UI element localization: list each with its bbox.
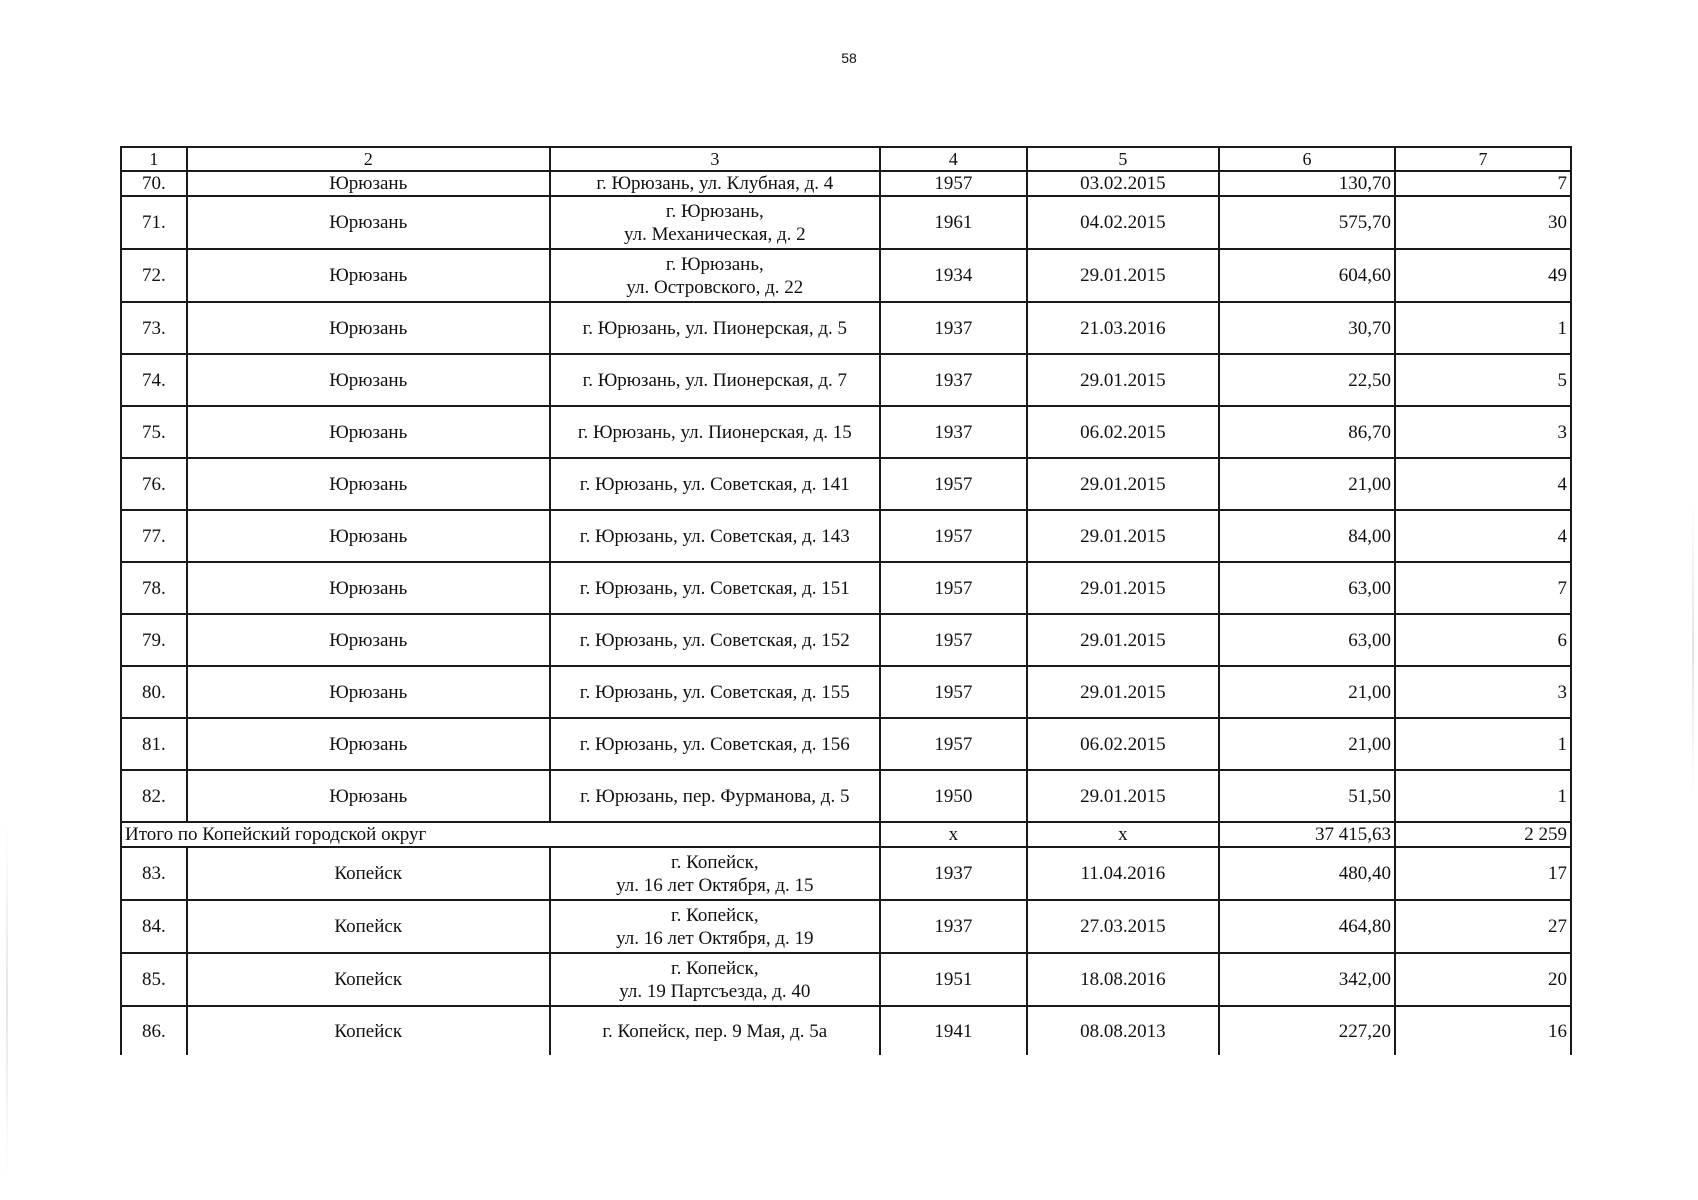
year-cell: 1951 (880, 953, 1027, 1006)
settlement-cell: Юрюзань (187, 718, 550, 770)
address-line: г. Юрюзань, ул. Советская, д. 156 (579, 733, 850, 755)
year-cell: 1957 (880, 510, 1027, 562)
table-row (121, 510, 1571, 562)
settlement-cell: Юрюзань (187, 510, 550, 562)
address-cell (550, 302, 880, 354)
table-row (121, 614, 1571, 666)
settlement-cell: Юрюзань (187, 196, 550, 249)
table-row (121, 1006, 1571, 1055)
area-cell: 22,50 (1219, 354, 1395, 406)
settlement-cell: Копейск (187, 900, 550, 953)
date-cell: 18.08.2016 (1027, 953, 1219, 1006)
settlement-cell: Юрюзань (187, 458, 550, 510)
address-line: г. Копейск, пер. 9 Мая, д. 5а (602, 1020, 828, 1042)
area-cell: 342,00 (1219, 953, 1395, 1006)
address-line: г. Юрюзань, (665, 253, 764, 275)
row-number: 86. (121, 1006, 187, 1055)
address-cell (550, 953, 880, 1006)
address-line: г. Копейск, (671, 904, 759, 926)
subtotal-area: 37 415,63 (1219, 822, 1395, 847)
residents-cell: 20 (1395, 953, 1571, 1006)
address-line: г. Юрюзань, ул. Пионерская, д. 15 (577, 421, 852, 443)
residents-cell: 27 (1395, 900, 1571, 953)
residents-cell: 1 (1395, 302, 1571, 354)
address-cell (550, 666, 880, 718)
subtotal-label: Итого по Копейский городской округ (121, 822, 880, 847)
column-number: 2 (187, 147, 550, 171)
column-number-row (121, 147, 1571, 171)
year-cell: 1950 (880, 770, 1027, 822)
date-cell: 29.01.2015 (1027, 510, 1219, 562)
date-cell: 04.02.2015 (1027, 196, 1219, 249)
area-cell: 604,60 (1219, 249, 1395, 302)
address-line: г. Юрюзань, ул. Клубная, д. 4 (596, 173, 834, 194)
area-cell: 30,70 (1219, 302, 1395, 354)
address-line: ул. Островского, д. 22 (626, 276, 804, 298)
residents-cell: 1 (1395, 770, 1571, 822)
row-number: 76. (121, 458, 187, 510)
date-cell: 29.01.2015 (1027, 770, 1219, 822)
row-number: 83. (121, 847, 187, 900)
area-cell: 84,00 (1219, 510, 1395, 562)
date-cell: 21.03.2016 (1027, 302, 1219, 354)
year-cell: 1957 (880, 666, 1027, 718)
table-row (121, 770, 1571, 822)
scan-edge-mark (1692, 500, 1694, 800)
year-cell: 1937 (880, 406, 1027, 458)
table-row (121, 196, 1571, 249)
address-line: ул. Механическая, д. 2 (623, 223, 806, 245)
address-line: г. Юрюзань, ул. Советская, д. 143 (579, 525, 850, 547)
date-cell: 29.01.2015 (1027, 249, 1219, 302)
row-number: 71. (121, 196, 187, 249)
settlement-cell: Юрюзань (187, 302, 550, 354)
settlement-cell: Юрюзань (187, 249, 550, 302)
year-cell: 1937 (880, 847, 1027, 900)
row-number: 78. (121, 562, 187, 614)
address-cell (550, 171, 880, 196)
table-row (121, 666, 1571, 718)
date-cell: 03.02.2015 (1027, 171, 1219, 196)
area-cell: 86,70 (1219, 406, 1395, 458)
area-cell: 63,00 (1219, 614, 1395, 666)
column-number: 4 (880, 147, 1027, 171)
date-cell: 11.04.2016 (1027, 847, 1219, 900)
settlement-cell: Копейск (187, 847, 550, 900)
row-number: 80. (121, 666, 187, 718)
address-line: ул. 16 лет Октября, д. 19 (616, 927, 814, 949)
date-cell: 29.01.2015 (1027, 614, 1219, 666)
column-number: 3 (550, 147, 880, 171)
residents-cell: 5 (1395, 354, 1571, 406)
address-cell (550, 354, 880, 406)
row-number: 75. (121, 406, 187, 458)
address-line: г. Юрюзань, (665, 200, 764, 222)
settlement-cell: Юрюзань (187, 354, 550, 406)
settlement-cell: Копейск (187, 953, 550, 1006)
address-cell (550, 847, 880, 900)
table-row (121, 458, 1571, 510)
residents-cell: 1 (1395, 718, 1571, 770)
page-number: 58 (841, 50, 857, 66)
address-cell (550, 900, 880, 953)
address-line: г. Копейск, (671, 851, 759, 873)
year-cell: 1937 (880, 354, 1027, 406)
row-number: 81. (121, 718, 187, 770)
residents-cell: 7 (1395, 171, 1571, 196)
address-cell (550, 458, 880, 510)
settlement-cell: Юрюзань (187, 562, 550, 614)
area-cell: 480,40 (1219, 847, 1395, 900)
year-cell: 1934 (880, 249, 1027, 302)
table-row (121, 847, 1571, 900)
settlement-cell: Юрюзань (187, 666, 550, 718)
year-cell: 1957 (880, 562, 1027, 614)
row-number: 85. (121, 953, 187, 1006)
address-line: г. Юрюзань, ул. Советская, д. 141 (579, 473, 850, 495)
subtotal-date: х (1027, 822, 1219, 847)
subtotal-row (121, 822, 1571, 847)
date-cell: 29.01.2015 (1027, 562, 1219, 614)
area-cell: 63,00 (1219, 562, 1395, 614)
table-row (121, 900, 1571, 953)
date-cell: 06.02.2015 (1027, 718, 1219, 770)
address-cell (550, 718, 880, 770)
residents-cell: 7 (1395, 562, 1571, 614)
address-cell (550, 1006, 880, 1055)
residents-cell: 3 (1395, 666, 1571, 718)
address-line: г. Юрюзань, ул. Советская, д. 151 (579, 577, 850, 599)
date-cell: 29.01.2015 (1027, 458, 1219, 510)
address-line: г. Юрюзань, ул. Пионерская, д. 7 (582, 369, 848, 391)
date-cell: 29.01.2015 (1027, 666, 1219, 718)
address-cell (550, 562, 880, 614)
row-number: 70. (121, 171, 187, 196)
settlement-cell: Юрюзань (187, 770, 550, 822)
row-number: 73. (121, 302, 187, 354)
settlement-cell: Юрюзань (187, 171, 550, 196)
year-cell: 1957 (880, 171, 1027, 196)
residents-cell: 30 (1395, 196, 1571, 249)
year-cell: 1937 (880, 900, 1027, 953)
row-number: 82. (121, 770, 187, 822)
date-cell: 06.02.2015 (1027, 406, 1219, 458)
column-number: 6 (1219, 147, 1395, 171)
address-cell (550, 196, 880, 249)
scan-edge-mark (6, 820, 8, 1180)
year-cell: 1961 (880, 196, 1027, 249)
address-line: г. Юрюзань, ул. Пионерская, д. 5 (582, 317, 848, 339)
row-number: 72. (121, 249, 187, 302)
address-cell (550, 614, 880, 666)
subtotal-residents: 2 259 (1395, 822, 1571, 847)
column-number: 5 (1027, 147, 1219, 171)
address-line: г. Копейск, (671, 957, 759, 979)
area-cell: 21,00 (1219, 666, 1395, 718)
settlement-cell: Юрюзань (187, 406, 550, 458)
area-cell: 464,80 (1219, 900, 1395, 953)
row-number: 84. (121, 900, 187, 953)
settlement-cell: Юрюзань (187, 614, 550, 666)
residents-cell: 6 (1395, 614, 1571, 666)
area-cell: 21,00 (1219, 458, 1395, 510)
residents-cell: 49 (1395, 249, 1571, 302)
residents-cell: 3 (1395, 406, 1571, 458)
year-cell: 1957 (880, 458, 1027, 510)
column-number: 7 (1395, 147, 1571, 171)
subtotal-year: х (880, 822, 1027, 847)
date-cell: 08.08.2013 (1027, 1006, 1219, 1055)
row-number: 79. (121, 614, 187, 666)
row-number: 77. (121, 510, 187, 562)
address-line: г. Юрюзань, ул. Советская, д. 152 (579, 629, 850, 651)
settlement-cell: Копейск (187, 1006, 550, 1055)
address-cell (550, 510, 880, 562)
year-cell: 1941 (880, 1006, 1027, 1055)
date-cell: 27.03.2015 (1027, 900, 1219, 953)
address-cell (550, 249, 880, 302)
residents-cell: 17 (1395, 847, 1571, 900)
area-cell: 227,20 (1219, 1006, 1395, 1055)
year-cell: 1957 (880, 614, 1027, 666)
table-row (121, 354, 1571, 406)
address-line: ул. 19 Партсъезда, д. 40 (619, 980, 811, 1002)
address-line: г. Юрюзань, пер. Фурманова, д. 5 (580, 785, 850, 807)
residents-cell: 4 (1395, 458, 1571, 510)
table-row (121, 718, 1571, 770)
housing-register-table (120, 146, 1572, 1055)
address-cell (550, 406, 880, 458)
table-row (121, 953, 1571, 1006)
residents-cell: 4 (1395, 510, 1571, 562)
area-cell: 51,50 (1219, 770, 1395, 822)
year-cell: 1957 (880, 718, 1027, 770)
area-cell: 575,70 (1219, 196, 1395, 249)
area-cell: 130,70 (1219, 171, 1395, 196)
column-number: 1 (121, 147, 187, 171)
address-cell (550, 770, 880, 822)
row-number: 74. (121, 354, 187, 406)
date-cell: 29.01.2015 (1027, 354, 1219, 406)
address-line: г. Юрюзань, ул. Советская, д. 155 (579, 681, 850, 703)
year-cell: 1937 (880, 302, 1027, 354)
table-row (121, 406, 1571, 458)
area-cell: 21,00 (1219, 718, 1395, 770)
residents-cell: 16 (1395, 1006, 1571, 1055)
table-row (121, 562, 1571, 614)
table-row (121, 302, 1571, 354)
table-row (121, 249, 1571, 302)
address-line: ул. 16 лет Октября, д. 15 (616, 874, 814, 896)
table-row (121, 171, 1571, 196)
